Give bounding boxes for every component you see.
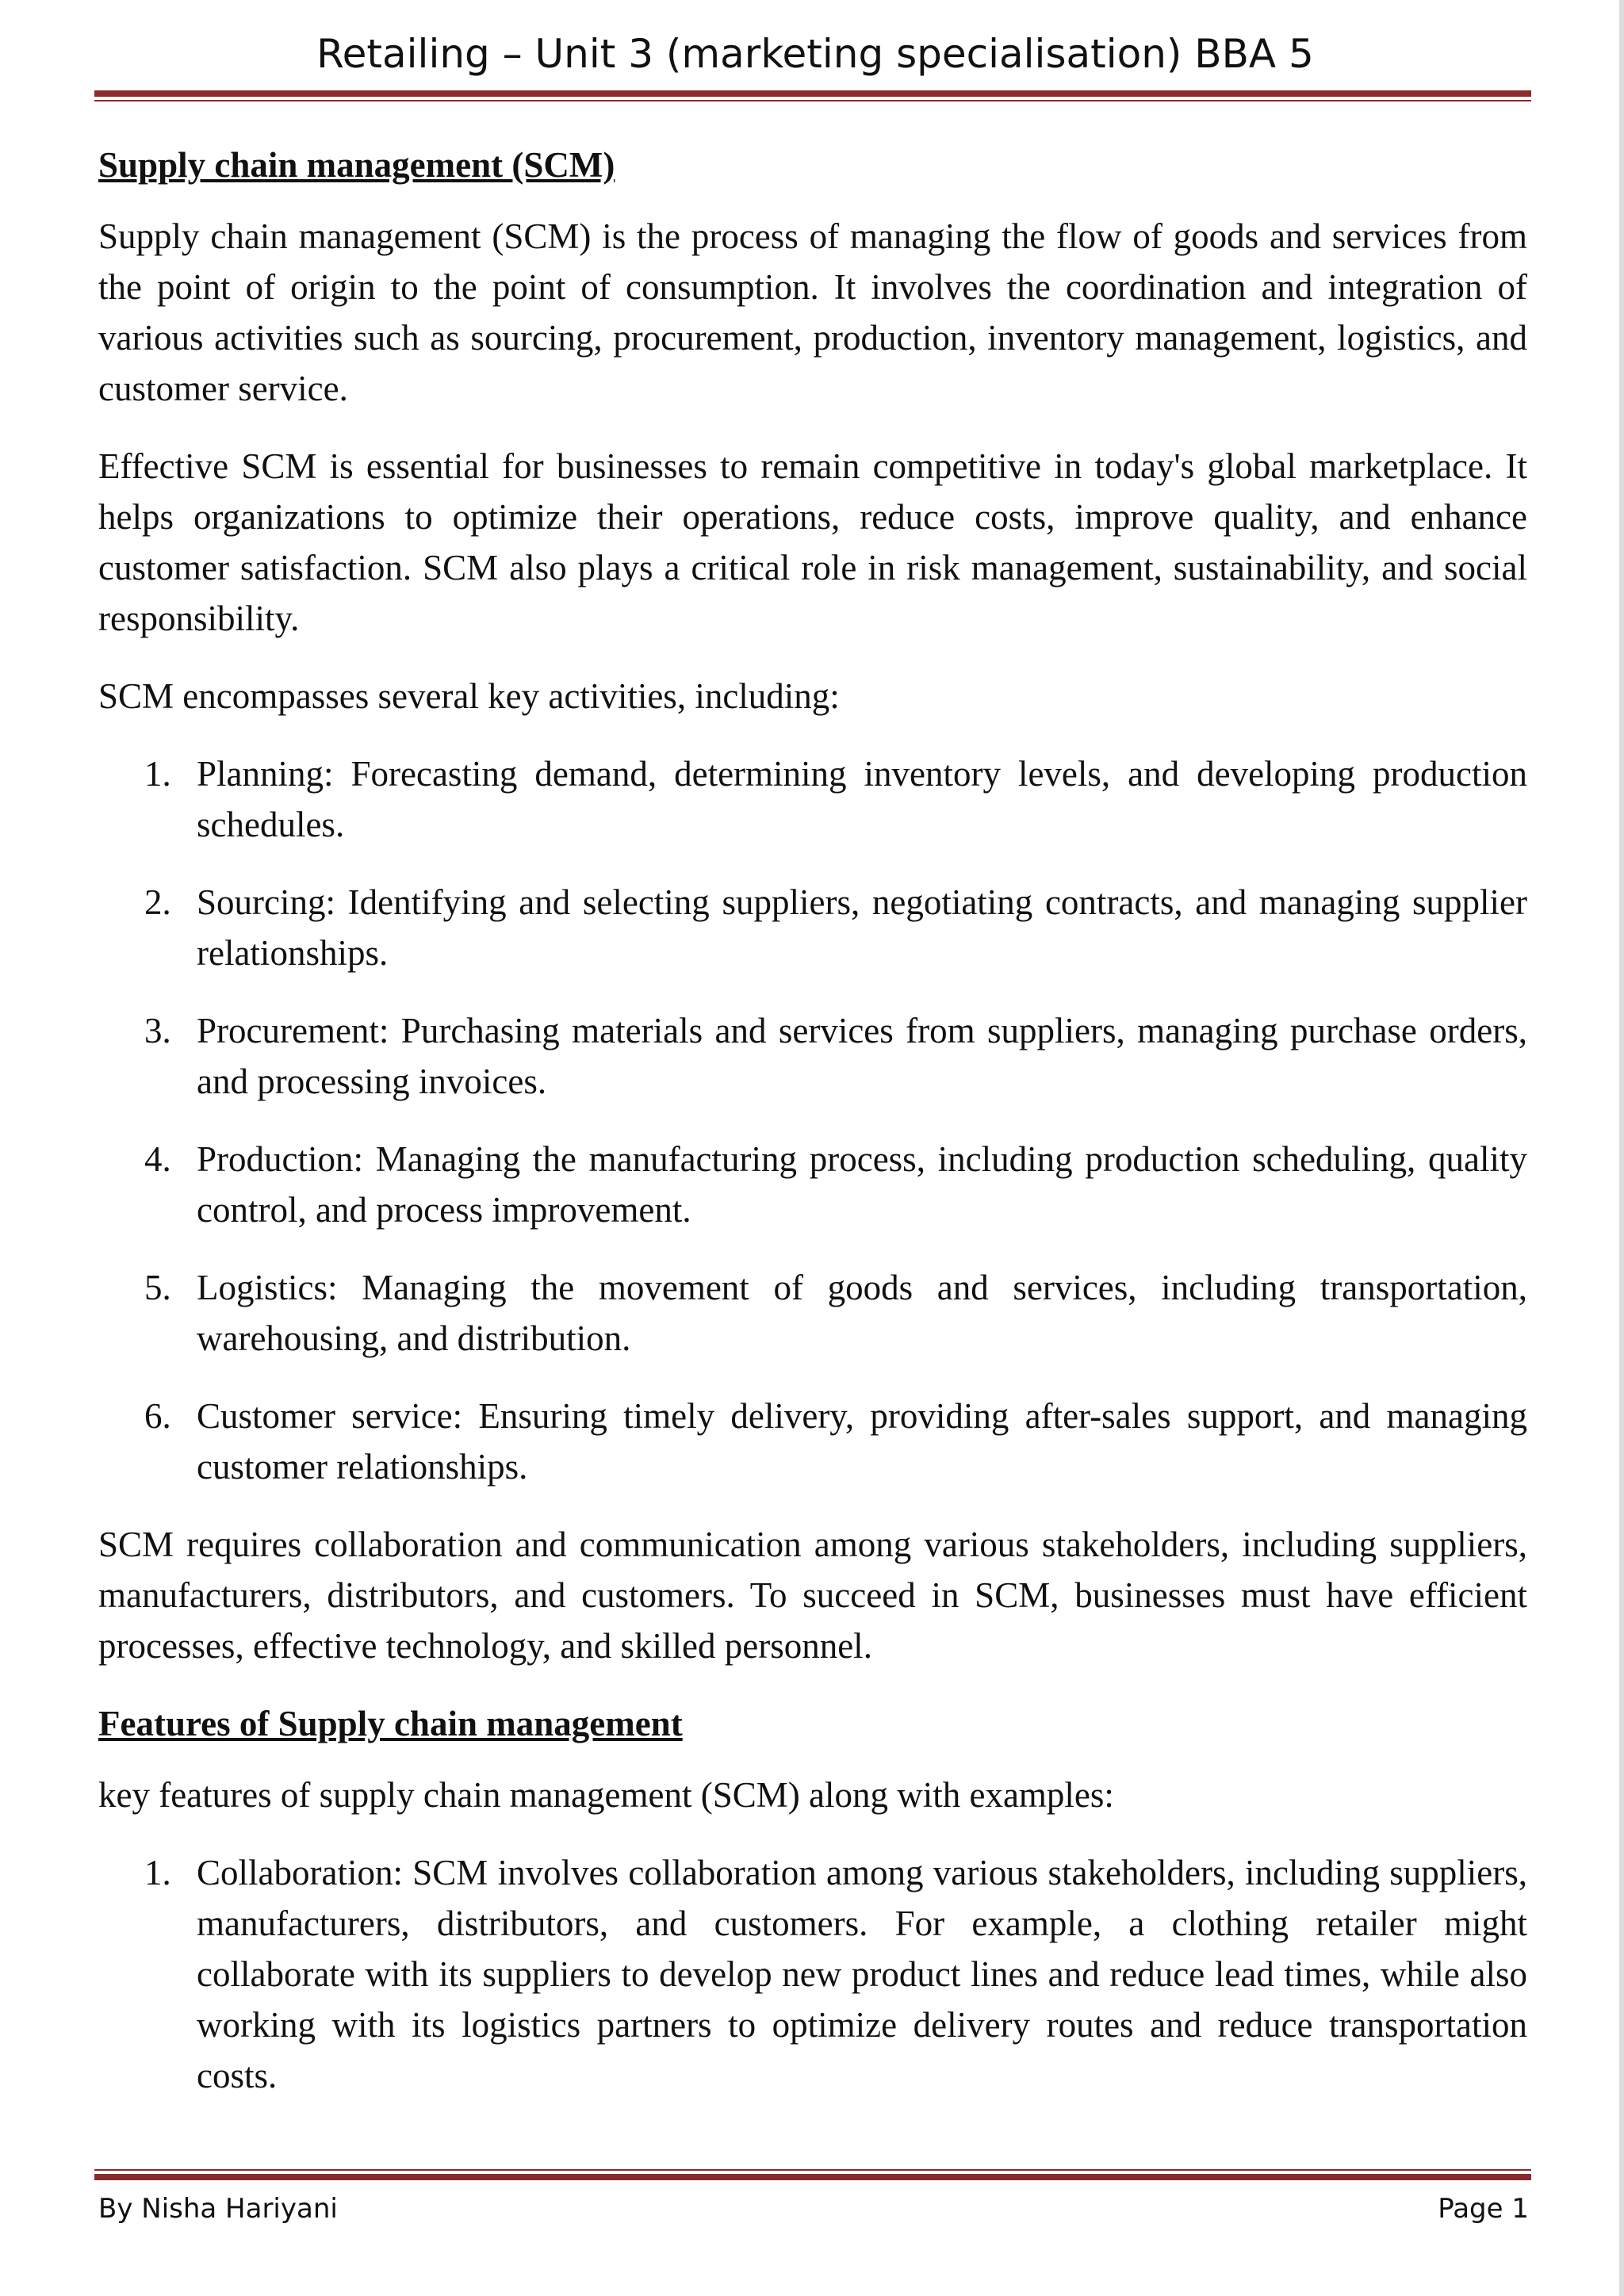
page-edge-shadow bbox=[1619, 0, 1624, 2296]
page-footer bbox=[98, 2193, 1529, 2225]
list-item bbox=[98, 877, 1527, 978]
list-item bbox=[98, 1262, 1527, 1364]
section-heading-scm: Supply chain management (SCM) bbox=[98, 145, 615, 185]
list-number: 1. bbox=[144, 754, 171, 794]
list-item-text: Production: Managing the manufacturing process, including production scheduling, quality control, and process improvement. bbox=[197, 1139, 1527, 1230]
activities-list bbox=[98, 748, 1527, 1492]
list-number: 1. bbox=[144, 1853, 171, 1892]
list-item bbox=[98, 1847, 1527, 2101]
document-body bbox=[98, 140, 1527, 2128]
list-item bbox=[98, 748, 1527, 850]
page-header-title: Retailing – Unit 3 (marketing specialisation) BBA 5 bbox=[316, 31, 1314, 77]
paragraph-scm-activities-intro: SCM encompasses several key activities, including: bbox=[98, 676, 840, 716]
list-number: 6. bbox=[144, 1396, 171, 1436]
paragraph-scm-importance: Effective SCM is essential for businesses to remain competitive in today's global marketplace. It helps organizations to optimize their operations, reduce costs, improve quality, and enhance customer satisfaction. SCM also plays a critical role in risk management, sustainability, and social responsibility. bbox=[98, 446, 1527, 638]
footer-rule bbox=[94, 2169, 1531, 2180]
list-item-text: Planning: Forecasting demand, determining inventory levels, and developing production schedules. bbox=[197, 754, 1527, 844]
paragraph-features-intro: key features of supply chain management (SCM) along with examples: bbox=[98, 1775, 1114, 1815]
list-item-text: Sourcing: Identifying and selecting suppliers, negotiating contracts, and managing supplier relationships. bbox=[197, 882, 1527, 973]
paragraph-scm-collaboration: SCM requires collaboration and communication among various stakeholders, including suppliers, manufacturers, distributors, and customers. To succeed in SCM, businesses must have efficient processes, effective technology, and skilled personnel. bbox=[98, 1525, 1527, 1666]
list-number: 2. bbox=[144, 882, 171, 922]
list-item-text: Procurement: Purchasing materials and services from suppliers, managing purchase orders, and processing invoices. bbox=[197, 1011, 1527, 1101]
list-item bbox=[98, 1391, 1527, 1492]
list-item-text: Logistics: Managing the movement of goods and services, including transportation, warehousing, and distribution. bbox=[197, 1268, 1527, 1358]
list-item bbox=[98, 1134, 1527, 1235]
list-number: 3. bbox=[144, 1011, 171, 1050]
list-number: 5. bbox=[144, 1268, 171, 1307]
paragraph-scm-definition: Supply chain management (SCM) is the process of managing the flow of goods and services from the point of origin to the point of consumption. It involves the coordination and integration of various activities such as sourcing, procurement, production, inventory management, logistics, and customer service. bbox=[98, 216, 1527, 408]
features-list bbox=[98, 1847, 1527, 2101]
list-item bbox=[98, 1005, 1527, 1107]
header-rule bbox=[94, 90, 1531, 101]
section-heading-features: Features of Supply chain management bbox=[98, 1704, 683, 1743]
footer-page-number: Page 1 bbox=[1438, 2193, 1529, 2225]
footer-author: By Nisha Hariyani bbox=[98, 2193, 338, 2225]
list-item-text: Collaboration: SCM involves collaboration among various stakeholders, including suppliers, manufacturers, distributors, and customers. For example, a clothing retailer might collaborate with its suppliers to develop new product lines and reduce lead times, while also working with its logistics partners to optimize delivery routes and reduce transportation costs. bbox=[197, 1853, 1527, 2095]
list-number: 4. bbox=[144, 1139, 171, 1179]
list-item-text: Customer service: Ensuring timely delivery, providing after-sales support, and managing customer relationships. bbox=[197, 1396, 1527, 1487]
